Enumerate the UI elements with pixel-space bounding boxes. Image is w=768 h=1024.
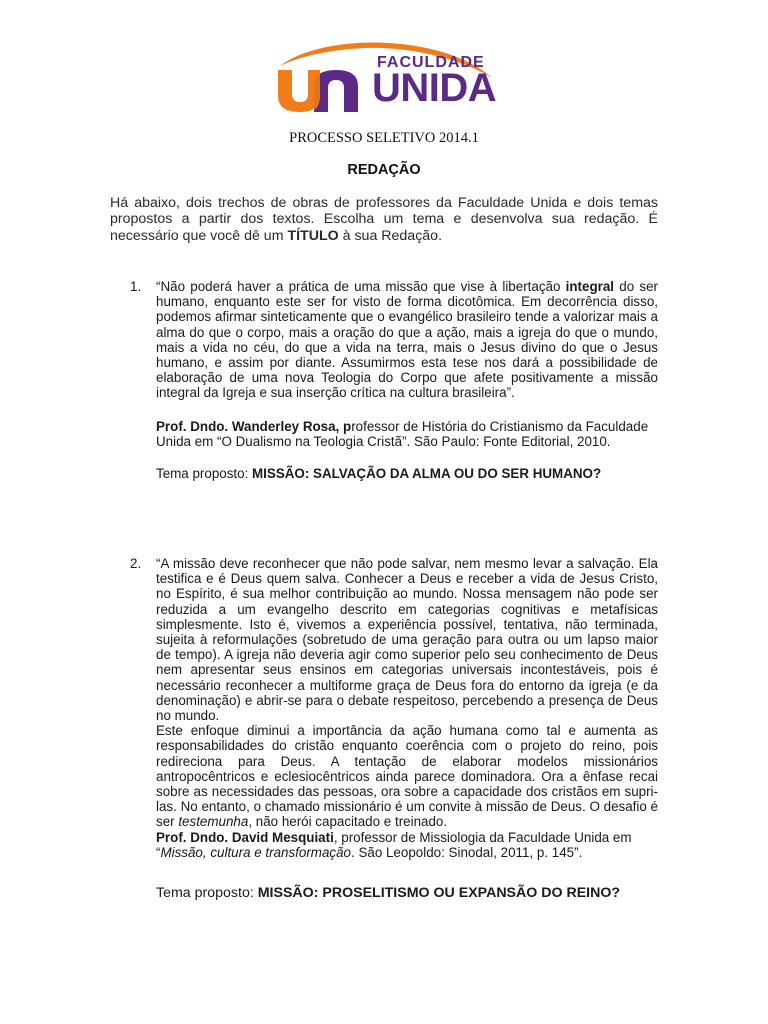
citation-paragraph (156, 830, 658, 860)
logo-faculdade-text: FACULDADE (377, 54, 485, 71)
citation-text: , professor de Missiologia da Faculdade Unida em “ (156, 829, 632, 860)
quote-bold-text: integral (565, 279, 615, 294)
intro-text-end: à sua Redação. (338, 227, 443, 244)
tema-paragraph (156, 885, 658, 902)
citation-author: Prof. Dndo. David Mesquiati (156, 829, 334, 845)
quote-text: “Não poderá haver a prática de uma missão que vise à libertação (156, 279, 566, 294)
citation-paragraph (156, 419, 658, 449)
list-number: 1. (130, 279, 142, 294)
list-item (130, 556, 658, 902)
intro-text: Há abaixo, dois trechos de obras de professores da Faculdade Unida e dois temas propostos a partir dos textos. Escolha um tema e desenvolva sua redação. É necessário que você dê um (110, 195, 658, 244)
tema-text: MISSÃO: SALVAÇÃO DA ALMA OU DO SER HUMANO? (252, 466, 602, 482)
quote-italic-text: testemunha (178, 814, 249, 830)
citation-text: rofessor de História do Cristianismo da Faculdade Unida em “O Dualismo na Teologia Cristã”. São Paulo: Fonte Editorial, 2010. (156, 418, 649, 449)
logo-unida-text: UNIDA (372, 66, 497, 110)
quote-paragraph (156, 279, 658, 401)
tema-label: Tema proposto: (156, 466, 253, 482)
intro-bold-text: TÍTULO (287, 227, 339, 244)
list-item (130, 279, 658, 481)
tema-label: Tema proposto: (156, 885, 258, 902)
faculdade-unida-logo (274, 40, 496, 114)
tema-paragraph (156, 466, 658, 481)
citation-text-end: . São Leopoldo: Sinodal, 2011, p. 145”. (351, 844, 583, 860)
quote-paragraph: “A missão deve reconhecer que não pode salvar, nem mesmo levar a salvação. Ela testifica e é Deus quem salva. Conhecer a Deus e receber a vida de Jesus Cristo, no Espírito, é sua melhor contribuição ao mundo. Nossa mensagem não pode ser reduzida a um evangelho descrito em categorias cognitivas e metafísicas simplesmente. Isto é, vivemos a experiência possível, tentativa, não terminada, sujeita à reformulações (sobretudo de uma geração para outra ou um lapso maior de tempo). A igreja não deveria agir como superior pelo seu conhecimento de Deus nem apresentar seus ensinos em categorias universais incontestáveis, pois é necessário reconhecer a multiforme graça de Deus fora do entorno da igreja (e da denominação) e abrir-se para o debate respeitoso, percebendo a presença de Deus no mundo. (156, 556, 658, 724)
tema-text: MISSÃO: PROSELITISMO OU EXPANSÃO DO REINO? (257, 885, 621, 902)
quote-text: Este enfoque diminui a importância da ação humana como tal e aumenta as responsabilidades do cristão enquanto coerência com o projeto do reino, pois redireciona para Deus. A tentação de elaborar modelos missionários antropocêntricos e eclesiocêntricos ainda parece dominadora. Ora a ênfase recai sobre as necessidades das pessoas, ora sobre a capacidade dos cristãos em supri-las. No entanto, o chamado missionário é um convite à missão de Deus. O desafio é ser (156, 723, 658, 830)
citation-author: Prof. Dndo. Wanderley Rosa, p (156, 418, 352, 434)
intro-paragraph (110, 195, 658, 244)
quote-text-end: do ser humano, enquanto este ser for visto de forma dicotômica. Em decorrência disso, podemos afirmar sinteticamente que o evangélico brasileiro tende a valorizar mais a alma do que o corpo, mais a oração do que a ação, mais a igreja do que o mundo, mais a vida no céu, do que a vida na terra, mais o Jesus divino do que o Jesus humano, e assim por diante. Assumirmos esta tese nos dará a possibilidade de elaboração de uma nova Teologia do Corpo que afete positivamente a missão integral da Igreja e sua inserção crítica na cultura brasileira”. (156, 279, 658, 401)
citation-italic-text: Missão, cultura e transformação (160, 844, 351, 860)
quote-paragraph (156, 723, 658, 829)
page-subtitle: REDAÇÃO (347, 162, 421, 178)
list-number: 2. (130, 556, 142, 571)
page-title: PROCESSO SELETIVO 2014.1 (289, 130, 479, 146)
quote-text-end: , não herói capacitado e treinado. (248, 814, 448, 830)
